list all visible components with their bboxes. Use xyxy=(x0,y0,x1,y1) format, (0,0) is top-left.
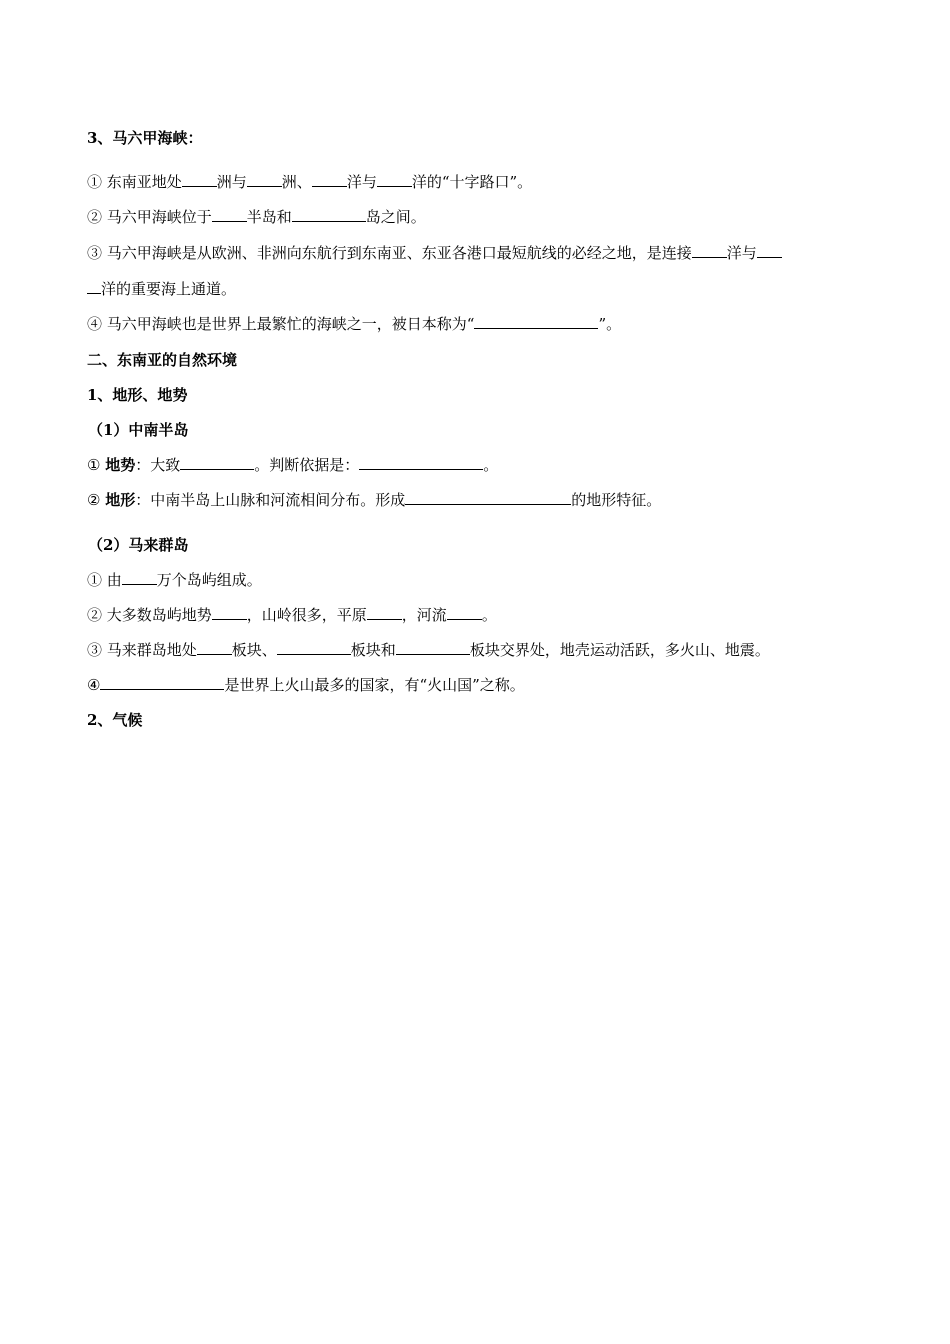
terrain-slope: ① 地势：大致 。判断依据是： 。 xyxy=(87,456,499,474)
question-3-cont: 洋的重要海上通道。 xyxy=(87,279,236,299)
subsection-climate: 2、气候 xyxy=(87,711,143,729)
blank[interactable] xyxy=(474,314,598,329)
blank[interactable] xyxy=(757,243,782,258)
blank[interactable] xyxy=(292,207,366,222)
question-1: ① 东南亚地处 洲与 洲、 洋与 洋的“十字路口”。 xyxy=(87,173,533,191)
blank[interactable] xyxy=(377,172,412,187)
terrain-landform: ② 地形：中南半岛上山脉和河流相间分布。形成 的地形特征。 xyxy=(87,491,662,509)
blank[interactable] xyxy=(447,605,482,620)
blank[interactable] xyxy=(122,570,157,585)
question-2: ② 马六甲海峡位于 半岛和 岛之间。 xyxy=(87,208,426,226)
blank[interactable] xyxy=(359,455,483,470)
section-3-heading: 3、马六甲海峡： xyxy=(87,129,203,147)
blank[interactable] xyxy=(367,605,402,620)
malay-1: ① 由 万个岛屿组成。 xyxy=(87,571,262,589)
blank[interactable] xyxy=(312,172,347,187)
blank[interactable] xyxy=(87,279,101,294)
blank[interactable] xyxy=(692,243,727,258)
malay-4: ④ 是世界上火山最多的国家，有“火山国”之称。 xyxy=(87,676,525,694)
blank[interactable] xyxy=(277,640,351,655)
blank[interactable] xyxy=(405,490,571,505)
question-3: ③ 马六甲海峡是从欧洲、非洲向东航行到东南亚、东亚各港口最短航线的必经之地，是连接 洋与 xyxy=(87,243,782,263)
blank[interactable] xyxy=(180,455,254,470)
blank[interactable] xyxy=(396,640,470,655)
subsection-terrain: 1、地形、地势 xyxy=(87,386,188,404)
blank[interactable] xyxy=(182,172,217,187)
part-indochina: （1）中南半岛 xyxy=(88,421,189,439)
question-4: ④ 马六甲海峡也是世界上最繁忙的海峡之一，被日本称为“ ”。 xyxy=(87,315,622,333)
part-malay: （2）马来群岛 xyxy=(88,536,189,554)
blank[interactable] xyxy=(100,675,224,690)
section-2-heading: 二、东南亚的自然环境 xyxy=(87,351,238,369)
malay-3: ③ 马来群岛地处 板块、 板块和 板块交界处，地壳运动活跃，多火山、地震。 xyxy=(87,641,770,659)
malay-2: ② 大多数岛屿地势 ，山岭很多，平原 ，河流 。 xyxy=(87,606,497,624)
blank[interactable] xyxy=(212,605,247,620)
blank[interactable] xyxy=(212,207,247,222)
blank[interactable] xyxy=(247,172,282,187)
blank[interactable] xyxy=(197,640,232,655)
